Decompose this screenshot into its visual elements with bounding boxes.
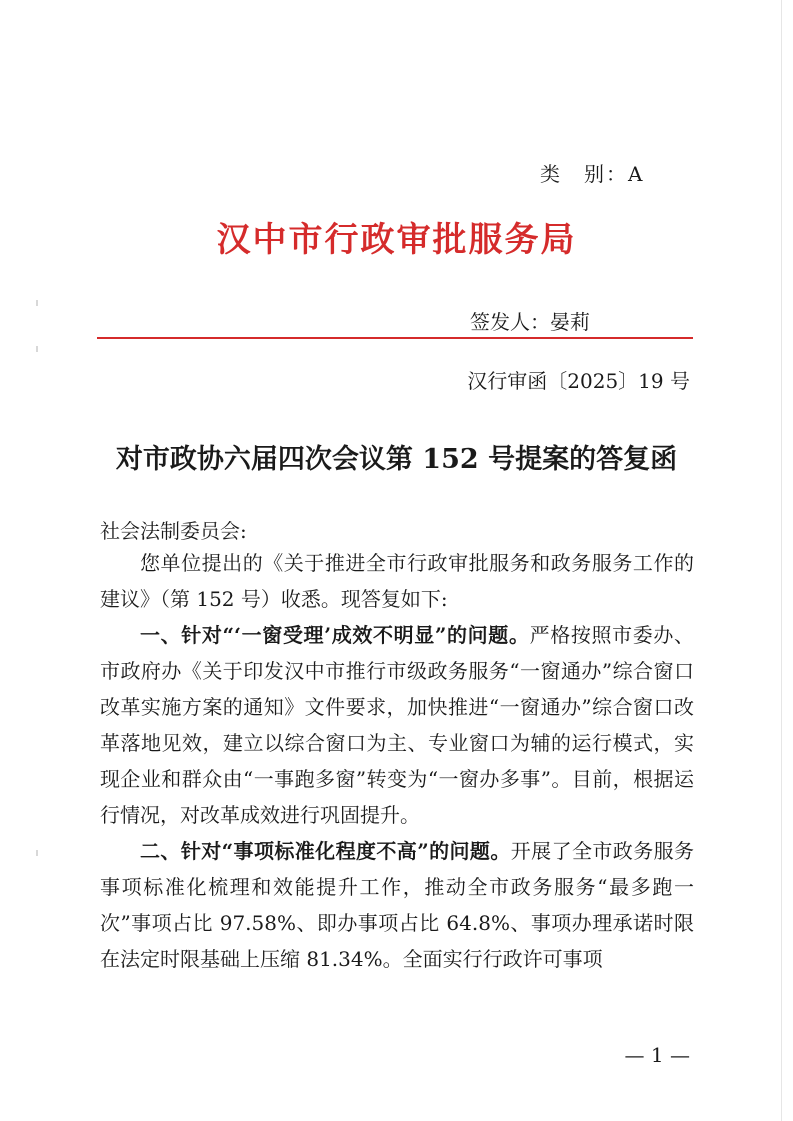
- document-category: 类 别：A: [540, 162, 645, 186]
- section-1-paragraph: [100, 617, 694, 833]
- issuing-organization: 汉中市行政审批服务局: [216, 220, 577, 260]
- page-number: — 1 —: [624, 1043, 690, 1067]
- section-1-heading: 一、针对“‘一窗受理’成效不明显”的问题。: [140, 623, 530, 647]
- binding-mark: [36, 300, 38, 306]
- document-title: 对市政协六届四次会议第 152 号提案的答复函: [115, 444, 678, 475]
- binding-mark: [36, 850, 38, 856]
- page-edge-line: [781, 0, 782, 1121]
- intro-paragraph: 您单位提出的《关于推进全市行政审批服务和政务服务工作的建议》（第 152 号）收悉。现答复如下:: [100, 551, 694, 611]
- section-1-text: 严格按照市委办、市政府办《关于印发汉中市推行市级政务服务“一窗通办”综合窗口改革实施方案的通知》文件要求，加快推进“一窗通办”综合窗口改革落地见效，建立以综合窗口为主、专业窗口为辅的运行模式，实现企业和群众由“一事跑多窗”转变为“一窗办多事”。目前，根据运行情况，对改革成效进行巩固提升。: [100, 623, 695, 827]
- section-2-paragraph: [100, 833, 694, 977]
- red-divider-line: [97, 337, 693, 339]
- section-2-heading: 二、针对“事项标准化程度不高”的问题。: [140, 839, 511, 863]
- document-body: [100, 545, 694, 977]
- document-signer: 签发人：晏莉: [470, 310, 590, 334]
- document-number: 汉行审函〔2025〕19 号: [467, 369, 690, 393]
- binding-mark: [36, 346, 38, 352]
- salutation: 社会法制委员会:: [100, 519, 247, 543]
- section-2-text: 开展了全市政务服务事项标准化梳理和效能提升工作，推动全市政务服务“最多跑一次”事项占比 97.58%、即办事项占比 64.8%、事项办理承诺时限在法定时限基础上压缩 81.34%。全面实行行政许可事项: [100, 839, 695, 971]
